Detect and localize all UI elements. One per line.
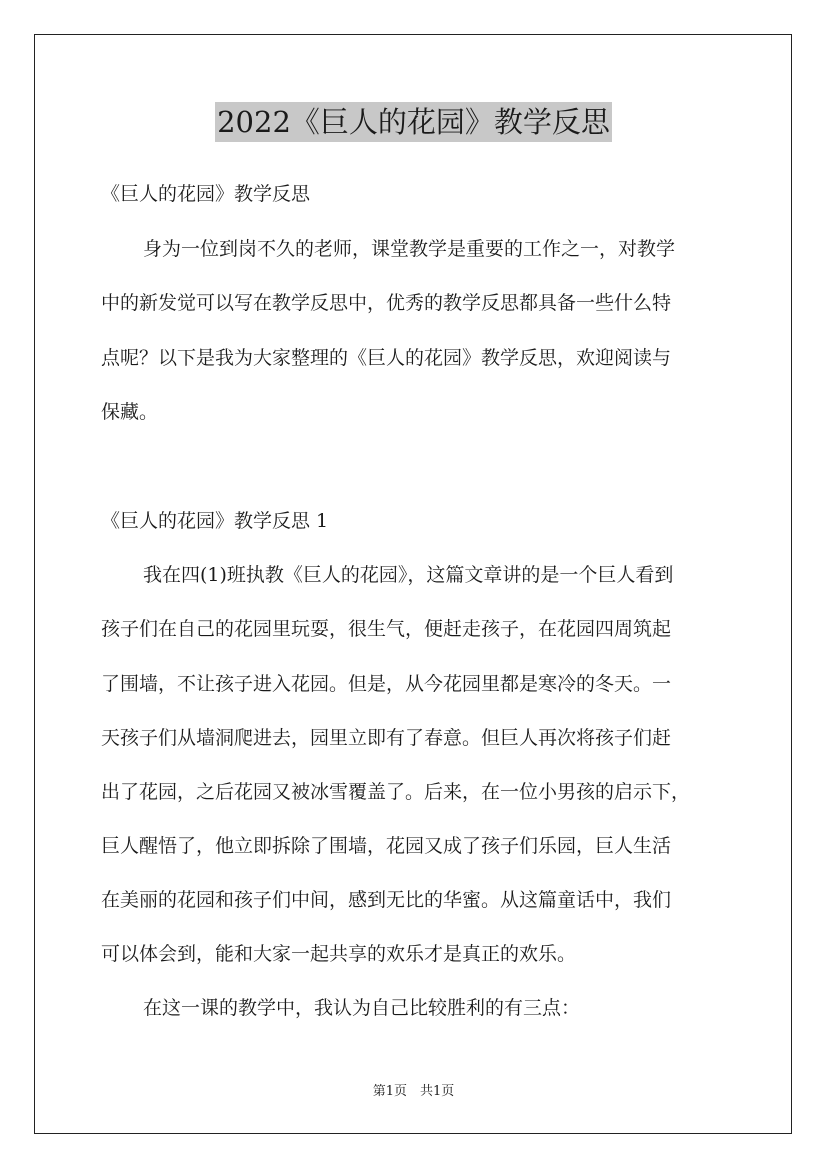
document-title: 2022《巨人的花园》教学反思 bbox=[215, 102, 612, 142]
paragraph-line: 天孩子们从墙洞爬进去，园里立即有了春意。但巨人再次将孩子们赶 bbox=[101, 727, 672, 749]
paragraph-line: 我在四(1)班执教《巨人的花园》，这篇文章讲的是一个巨人看到 bbox=[143, 564, 674, 586]
subtitle-line: 《巨人的花园》教学反思 bbox=[101, 183, 311, 205]
paragraph-line: 出了花园，之后花园又被冰雪覆盖了。后来，在一位小男孩的启示下， bbox=[101, 781, 691, 803]
paragraph-line: 点呢？以下是我为大家整理的《巨人的花园》教学反思，欢迎阅读与 bbox=[101, 347, 672, 369]
paragraph-line: 可以体会到，能和大家一起共享的欢乐才是真正的欢乐。 bbox=[101, 943, 577, 965]
paragraph-line: 中的新发觉可以写在教学反思中，优秀的教学反思都具备一些什么特 bbox=[101, 292, 672, 314]
paragraph-line: 身为一位到岗不久的老师，课堂教学是重要的工作之一，对教学 bbox=[143, 238, 676, 260]
paragraph-line: 巨人醒悟了，他立即拆除了围墙，花园又成了孩子们乐园，巨人生活 bbox=[101, 835, 672, 857]
paragraph-line: 在美丽的花园和孩子们中间，感到无比的华蜜。从这篇童话中，我们 bbox=[101, 889, 672, 911]
paragraph-line: 在这一课的教学中，我认为自己比较胜利的有三点： bbox=[143, 997, 581, 1019]
section-heading: 《巨人的花园》教学反思 1 bbox=[101, 510, 329, 532]
paragraph-line: 保藏。 bbox=[101, 401, 159, 423]
paragraph-line: 孩子们在自己的花园里玩耍，很生气，便赶走孩子，在花园四周筑起 bbox=[101, 618, 672, 640]
paragraph-line: 了围墙，不让孩子进入花园。但是，从今花园里都是寒冷的冬天。一 bbox=[101, 673, 672, 695]
title-container bbox=[0, 102, 827, 142]
page-footer: 第1页 共1页 bbox=[372, 1084, 455, 1099]
